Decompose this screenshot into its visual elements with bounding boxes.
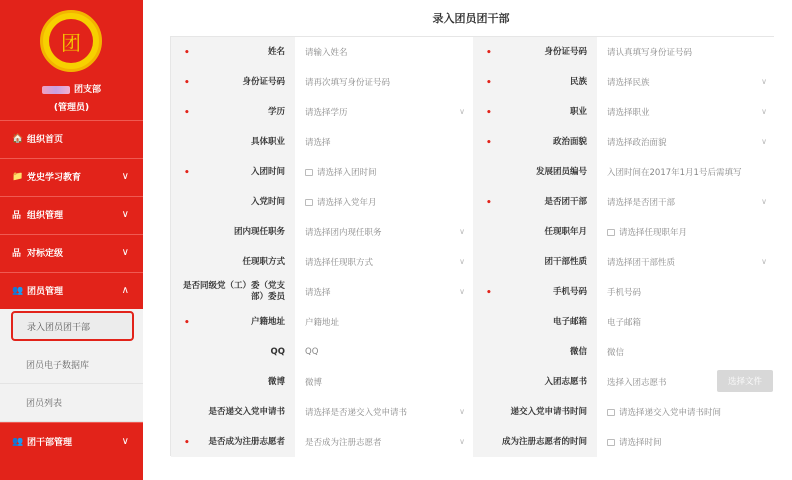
chevron-down-icon: ∨ [121,171,129,182]
field-placeholder: 请选择任现职年月 [619,228,688,238]
date-picker-field[interactable] [295,187,473,217]
chevron-down-icon: ∨ [121,436,129,447]
field-label: 手机号码 [473,277,597,307]
page-title: 录入团员团干部 [432,12,510,25]
chevron-down-icon: ∨ [761,77,767,86]
field-placeholder: 请选择政治面貌 [607,138,667,148]
field-label: 身份证号码 [473,37,597,67]
chevron-down-icon: ∨ [459,407,465,416]
calendar-icon [607,439,615,446]
chevron-down-icon: ∨ [761,197,767,206]
menu-icon: 🏠 [12,133,24,144]
chevron-down-icon: ∨ [459,437,465,446]
field-placeholder: 请选择时间 [619,438,662,448]
text-input[interactable] [597,307,775,337]
required-marker: • [486,108,492,118]
field-label: 递交入党申请书时间 [473,397,597,427]
field-label: 具体职业 [171,127,295,157]
org-name [0,82,143,95]
text-input[interactable] [295,67,473,97]
field-placeholder: 请选择任现职方式 [305,258,374,268]
field-label: 任现职方式 [171,247,295,277]
field-placeholder: 请选择 [305,288,331,298]
select-field[interactable] [295,247,473,277]
chevron-down-icon: ∨ [761,257,767,266]
field-label: 户籍地址 [171,307,295,337]
select-field[interactable] [295,97,473,127]
field-placeholder: 电子邮箱 [607,318,642,328]
nav-label: 组织管理 [27,211,64,221]
field-label: 成为注册志愿者的时间 [473,427,597,457]
date-picker-field[interactable] [597,217,775,247]
field-label: 学历 [171,97,295,127]
field-placeholder: 是否成为注册志愿者 [305,438,382,448]
chevron-down-icon: ∨ [761,137,767,146]
form-row [171,247,775,277]
field-placeholder: 户籍地址 [305,318,340,328]
required-marker: • [184,48,190,58]
nav-party-history[interactable] [0,158,143,194]
chevron-up-icon: ∧ [121,285,129,296]
field-placeholder: 请选择职业 [607,108,650,118]
calendar-icon [607,409,615,416]
calendar-icon [607,229,615,236]
submenu-member-list[interactable]: 团员列表 [0,384,143,422]
field-placeholder: 请选择学历 [305,108,348,118]
text-input[interactable] [597,277,775,307]
users-icon: 👥 [12,436,24,447]
field-label: 团干部性质 [473,247,597,277]
field-placeholder: 微博 [305,378,323,388]
field-placeholder: 入团时间在2017年1月1号后需填写 [607,168,742,178]
form-row [171,157,775,187]
field-label: 入团时间 [171,157,295,187]
field-label: 职业 [473,97,597,127]
required-marker: • [486,138,492,148]
submenu-add-member[interactable]: 录入团员团干部 [11,311,134,341]
field-label: 发展团员编号 [473,157,597,187]
field-placeholder: 请选择入团时间 [317,168,377,178]
text-input[interactable] [597,157,775,187]
required-marker: • [486,198,492,208]
select-field[interactable] [295,217,473,247]
form-row [171,337,775,367]
form-row [171,127,775,157]
form-row [171,397,775,427]
field-label: QQ [171,337,295,367]
field-label: 任现职年月 [473,217,597,247]
field-placeholder: 请输入姓名 [305,48,348,58]
chevron-down-icon: ∨ [459,227,465,236]
select-field[interactable] [295,277,473,307]
choose-file-button[interactable]: 选择文件 [717,370,773,392]
field-placeholder: 请选择递交入党申请书时间 [619,408,722,418]
text-input[interactable] [295,367,473,397]
field-placeholder: 请选择团内现任职务 [305,228,382,238]
text-input[interactable] [597,337,775,367]
field-placeholder: 请再次填写身份证号码 [305,78,391,88]
field-placeholder: QQ [305,347,319,357]
text-input[interactable] [295,307,473,337]
required-marker: • [486,78,492,88]
text-input[interactable] [295,127,473,157]
field-placeholder: 微信 [607,348,625,358]
chevron-down-icon: ∨ [121,247,129,258]
select-field[interactable] [597,127,775,157]
menu-icon: 品 [12,249,22,259]
field-label: 电子邮箱 [473,307,597,337]
member-entry-form [170,36,774,456]
form-row [171,67,775,97]
select-field[interactable] [597,97,775,127]
form-row [171,217,775,247]
select-field[interactable] [295,397,473,427]
sidebar [0,0,143,480]
field-placeholder: 请认真填写身份证号码 [607,48,693,58]
submenu-member-database[interactable]: 团员电子数据库 [0,346,143,384]
nav-label: 团干部管理 [27,438,73,448]
field-label: 身份证号码 [171,67,295,97]
field-placeholder: 请选择入党年月 [317,198,377,208]
form-row [171,367,775,397]
select-field[interactable] [295,427,473,457]
field-placeholder: 请选择是否递交入党申请书 [305,408,408,418]
chevron-down-icon: ∨ [459,287,465,296]
chevron-down-icon: ∨ [459,257,465,266]
menu-icon: 品 [12,211,22,221]
field-placeholder: 请选择 [305,138,331,148]
menu-icon: 👥 [12,285,24,296]
text-input[interactable] [597,37,775,67]
field-label: 姓名 [171,37,295,67]
nav-label: 组织首页 [27,135,64,145]
field-label: 是否团干部 [473,187,597,217]
form-row [171,187,775,217]
field-placeholder: 手机号码 [607,288,642,298]
field-label: 民族 [473,67,597,97]
field-label: 入团志愿书 [473,367,597,397]
required-marker: • [184,318,190,328]
field-placeholder: 选择入团志愿书 [607,378,667,388]
chevron-down-icon: ∨ [459,107,465,116]
date-picker-field[interactable] [295,157,473,187]
menu-icon: 📁 [12,171,24,182]
nav-label: 党史学习教育 [27,173,82,183]
date-picker-field[interactable] [597,397,775,427]
league-logo [40,10,102,72]
league-emblem-icon: 团 [49,19,93,63]
form-row [171,427,775,457]
field-placeholder: 请选择团干部性质 [607,258,676,268]
text-input[interactable] [295,37,473,67]
org-role: (管理员) [53,103,90,113]
field-label: 是否成为注册志愿者 [171,427,295,457]
nav-org-management[interactable] [0,196,143,232]
calendar-icon [305,199,313,206]
field-label: 微博 [171,367,295,397]
field-label: 是否递交入党申请书 [171,397,295,427]
required-marker: • [184,438,190,448]
text-input[interactable] [295,337,473,367]
form-row [171,97,775,127]
select-field[interactable] [597,187,775,217]
calendar-icon [305,169,313,176]
nav-org-home[interactable] [0,120,143,156]
nav-label: 对标定级 [27,249,64,259]
field-label: 是否同级党（工）委（党支部）委员 [171,277,295,307]
nav-cadre-management[interactable] [0,422,143,460]
required-marker: • [184,108,190,118]
org-name-suffix: 团支部 [73,85,101,95]
chevron-down-icon: ∨ [121,209,129,220]
nav-benchmark-rating[interactable] [0,234,143,270]
select-field[interactable] [597,247,775,277]
nav-member-management[interactable] [0,272,143,308]
nav-label: 团员管理 [27,287,64,297]
redacted-org-name [42,86,70,94]
required-marker: • [486,48,492,58]
required-marker: • [184,168,190,178]
field-placeholder: 请选择民族 [607,78,650,88]
field-label: 入党时间 [171,187,295,217]
select-field[interactable] [597,67,775,97]
chevron-down-icon: ∨ [761,107,767,116]
required-marker: • [486,288,492,298]
date-picker-field[interactable] [597,427,775,457]
form-row [171,277,775,307]
form-row [171,307,775,337]
field-placeholder: 请选择是否团干部 [607,198,676,208]
field-label: 政治面貌 [473,127,597,157]
field-label: 微信 [473,337,597,367]
field-label: 团内现任职务 [171,217,295,247]
text-input[interactable] [597,367,775,397]
required-marker: • [184,78,190,88]
form-row [171,37,775,67]
